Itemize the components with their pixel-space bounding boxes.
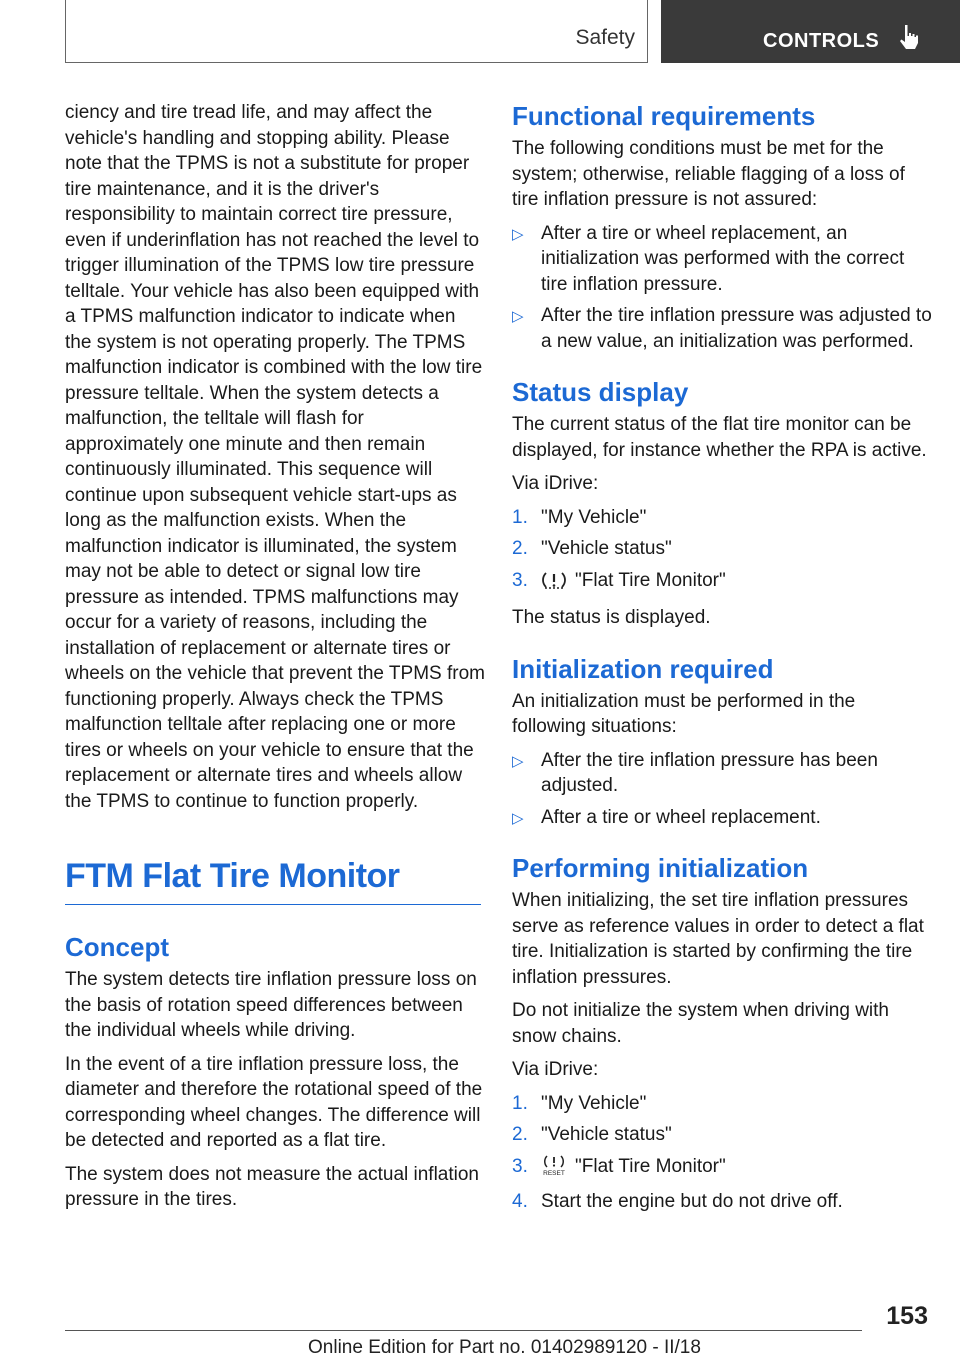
concept-paragraph-2: In the event of a tire inflation pressure loss, the diameter and therefore the rotational speed of the corresponding wheel changes. The difference will be detected and reported as a flat tire. — [65, 1053, 483, 1151]
main-heading: FTM Flat Tire Monitor — [65, 856, 481, 905]
performing-paragraph-2: Do not initialize the system when driving with snow chains. — [512, 1000, 890, 1047]
tire-pressure-reset-icon — [541, 1154, 567, 1184]
list-item: 3. RESET "Flat Tire Monitor" — [512, 1154, 932, 1184]
edition-footer: Online Edition for Part no. 01402989120 - II/18 — [308, 1337, 701, 1358]
functional-bullet-list — [512, 221, 932, 355]
status-display-heading: Status display — [512, 377, 689, 407]
list-item: ▷ After the tire inflation pressure has been adjusted. — [512, 749, 878, 796]
list-item: 1. "My Vehicle" — [512, 1092, 647, 1114]
status-via: Via iDrive: — [512, 473, 599, 494]
functional-intro: The following conditions must be met for the system; otherwise, reliable flagging of a loss of tire inflation pressure is not assured: — [512, 138, 905, 210]
concept-paragraph-1: The system detects tire inflation pressure loss on the basis of rotation speed differences between the individual wheels while driving. — [65, 969, 477, 1041]
concept-heading: Concept — [65, 932, 169, 962]
list-item: 3. "Flat Tire Monitor" — [512, 568, 932, 598]
status-steps — [512, 505, 932, 598]
list-item: ▷ After the tire inflation pressure was adjusted to a new value, an initialization was performed. — [512, 305, 932, 352]
triangle-bullet-icon: ▷ — [512, 752, 524, 770]
init-required-intro: An initialization must be performed in the following situations: — [512, 690, 856, 737]
chapter-title: CONTROLS — [763, 30, 880, 52]
list-item: ▷ After a tire or wheel replacement, an initialization was performed with the correct tire inflation pressure. — [512, 222, 905, 295]
right-column — [512, 100, 932, 1223]
list-item: 4. Start the engine but do not drive off. — [512, 1191, 843, 1212]
triangle-bullet-icon: ▷ — [512, 308, 524, 325]
list-item: ▷ After a tire or wheel replacement. — [512, 805, 932, 831]
triangle-bullet-icon: ▷ — [512, 809, 524, 827]
functional-requirements-heading: Functional requirements — [512, 101, 816, 131]
performing-steps — [512, 1091, 932, 1215]
status-intro: The current status of the flat tire monitor can be displayed, for instance whether the RPA is active. — [512, 414, 927, 461]
initialization-required-heading: Initialization required — [512, 653, 774, 684]
list-item: 2. "Vehicle status" — [512, 1124, 672, 1145]
list-item: 2. "Vehicle status" — [512, 538, 672, 559]
concept-paragraph-3: The system does not measure the actual inflation pressure in the tires. — [65, 1163, 480, 1210]
footer-divider — [65, 1330, 862, 1331]
pointing-hand-icon — [898, 24, 920, 55]
performing-via: Via iDrive: — [512, 1059, 599, 1080]
triangle-bullet-icon: ▷ — [512, 225, 524, 243]
performing-paragraph-1: When initializing, the set tire inflation pressures serve as reference values in order to detect a flat tire. Initialization is started by confirming the tire inflation pressures. — [512, 890, 924, 988]
left-column — [65, 100, 485, 1221]
status-result: The status is displayed. — [512, 607, 711, 628]
list-item: 1. "My Vehicle" — [512, 506, 647, 528]
intro-paragraph: ciency and tire tread life, and may affect the vehicle's handling and stopping ability. Please note that the TPMS is not a substitute for proper tire maintenance, and it is the driver's responsibility to maintain correct tire pressure, even if underinflation has not reached the level to trigger illumination of the TPMS low tire pressure telltale. Your vehicle has also been equipped with a TPMS malfunction indicator to indicate when the system is not operating properly. The TPMS malfunction indicator is combined with the low tire pressure telltale. When the system detects a malfunction, the telltale will flash for approximately one minute and then remain continuously illuminated. This sequence will continue upon subsequent vehicle start-ups as long as the malfunction exists. When the malfunction indicator is illuminated, the system may not be able to detect or signal low tire pressure as intended. TPMS malfunctions may occur for a variety of reasons, including the installation of replacement or alternate tires or wheels on the vehicle that prevent the TPMS from functioning properly. Always check the TPMS malfunction telltale after replacing one or more tires or wheels on your vehicle to ensure that the replacement or alternate tires and wheels allow the TPMS to continue to function properly. — [65, 102, 485, 812]
page-number: 153 — [886, 1302, 928, 1330]
header-section-box — [65, 0, 648, 63]
section-title: Safety — [575, 26, 635, 49]
performing-initialization-heading: Performing initialization — [512, 853, 809, 883]
tire-pressure-warning-icon — [541, 570, 567, 598]
init-required-bullet-list — [512, 748, 932, 831]
chapter-tab — [661, 0, 960, 63]
svg-text:RESET: RESET — [543, 1169, 565, 1176]
